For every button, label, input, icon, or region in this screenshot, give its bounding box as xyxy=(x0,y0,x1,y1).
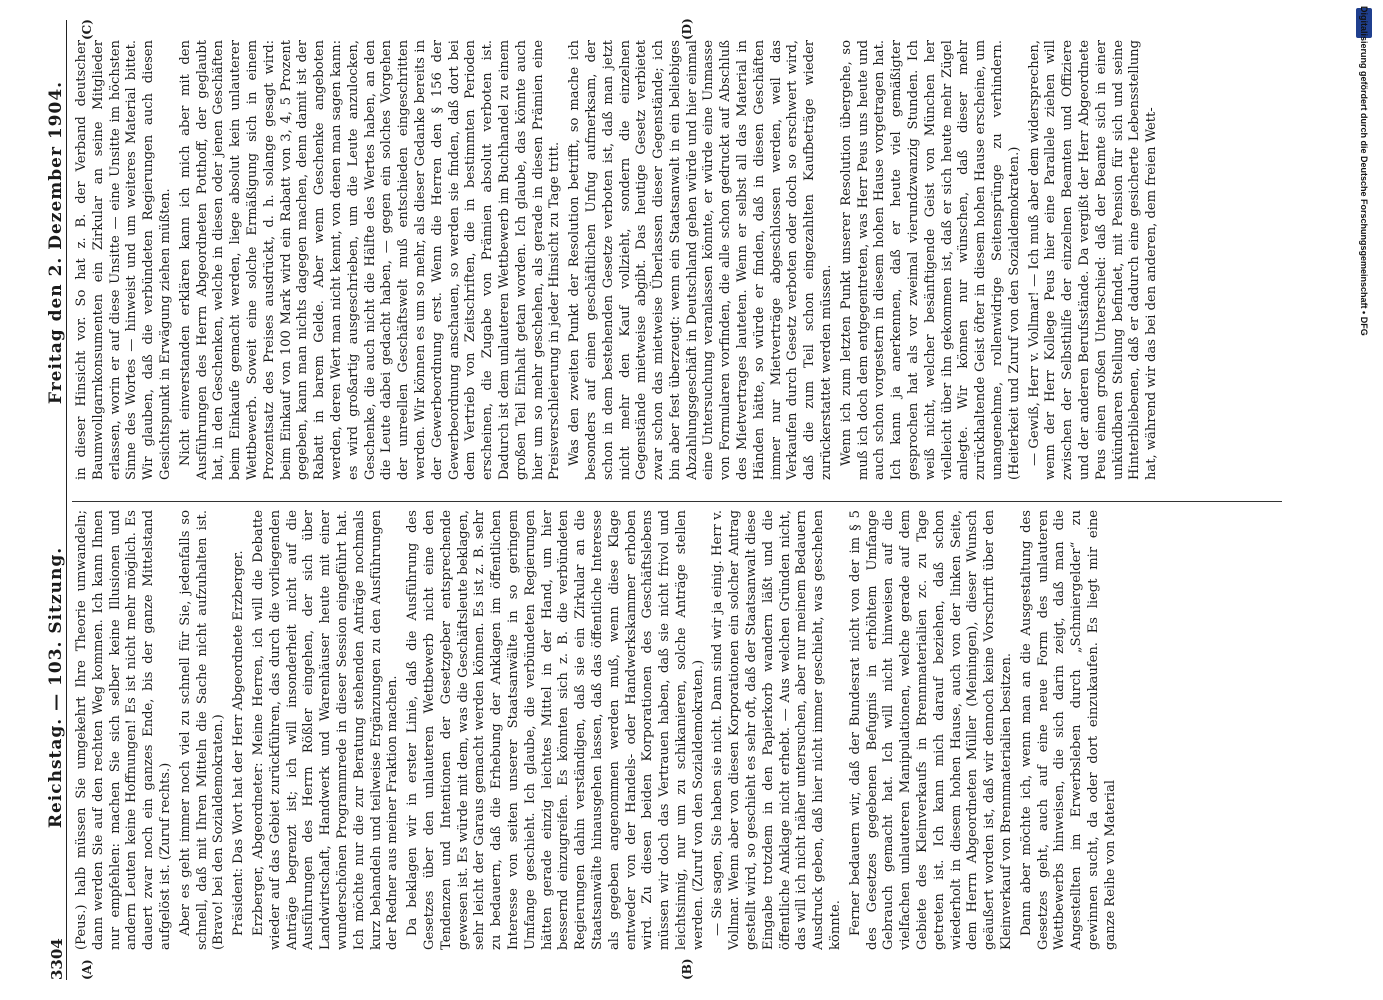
margin-marker-c: (C) xyxy=(80,19,94,40)
paragraph: — Sie sagen, Sie haben sie nicht. Dann sind wir ja einig. Herr v. Vollmar. Wenn aber von diesen Korporationen ein solcher Antrag gestellt wird, so geschieht es sehr oft, daß der Staatsanwalt diese Eingabe trotzdem in den Papierkorb wandern läßt und die öffentliche Anklage nicht erhebt. — Aus welchen Gründen nicht, das will ich nicht näher untersuchen, aber nur meinem Bedauern Ausdruck geben, daß hier nicht immer geschieht, was geschehen könnte. xyxy=(710,510,844,950)
paragraph: Erzberger, Abgeordneter: Meine Herren, ich will die Debatte wieder auf das Gebiet zurückführen, das durch die vorliegenden Anträge begrenzt ist; ich will insonderheit nicht auf die Ausführungen des Herrn Rößler eingehen, der sich über Landwirtschaft, Handwerk und Warenhäuser heute mit einer wunderschönen Programmrede in dieser Session eingeführt hat. Ich möchte nur die zur Beratung stehenden Anträge nochmals kurz behandeln und teilweise Ergänzungen zu den Ausführungen der Redner aus meiner Fraktion machen. xyxy=(250,510,401,950)
header-title-left: Reichstag. — 103. Sitzung. xyxy=(46,546,66,829)
margin-marker-d: (D) xyxy=(680,18,694,40)
paragraph: in dieser Hinsicht vor. So hat z. B. der Verband deutscher Baumwollgarnkonsumenten ein Zirkular an seine Mitglieder erlassen, worin er auf diese Unsitte — eine Unsitte im höchsten Sinne des Wortes — hinweist und um weiteres Material bittet. Wir glauben, daß die verbündeten Regierungen auch diesen Gesichtspunkt in Erwägung ziehen müßten. xyxy=(74,40,173,480)
page-header xyxy=(40,20,67,980)
paragraph: Aber es geht immer noch viel zu schnell für Sie, jedenfalls so schnell, daß mit Ihren Mitteln die Sache nicht aufzuhalten ist. (Bravo! bei den Sozialdemokraten.) xyxy=(177,510,227,950)
header-title-right: Freitag den 2. Dezember 1904. xyxy=(46,80,66,405)
paragraph: Wenn ich zum letzten Punkt unserer Resolution übergehe, so muß ich doch dem entgegentreten, was Herr Peus uns heute und auch schon vorgestern in diesem hohen Hause vorgetragen hat. Ich kann ja anerkennen, daß er heute viel gemäßigter gesprochen hat als vor zweimal vierundzwanzig Stunden. Ich weiß nicht, welcher besänftigende Geist von München her vielleicht über ihn gekommen ist, daß er sich heute mehr Zügel anlegte. Wir können nur wünschen, daß dieser mehr zurückhaltende Geist öfter in diesem hohen Hause erscheine, um unangenehme, rollenwidrige Seitensprünge zu verhindern. (Heiterkeit und Zuruf von den Sozialdemokraten.) xyxy=(838,40,1022,480)
column-right xyxy=(74,40,1274,480)
column-divider xyxy=(72,501,1282,502)
side-note-container xyxy=(1355,6,1373,996)
digitization-note: Digitalisierung gefördert durch die Deutsche Forschungsgemeinschaft • DFG xyxy=(1359,6,1369,336)
paragraph: — Gewiß, Herr v. Vollmar! — Ich muß aber dem widersprechen, wenn der Herr Kollege Peus hier eine Parallele ziehen will zwischen der Selbsthilfe der einzelnen Beamten und Offiziere und der anderen Berufsstände. Da vergißt der Herr Abgeordnete Peus einen großen Unterschied: daß der Beamte sich in einer unkündbaren Stellung befindet, mit Pension für sich und seine Hinterbliebenen, daß er dadurch eine gesicherte Lebensstellung hat, während wir das bei den anderen, dem freien Wett- xyxy=(1026,40,1160,480)
paragraph: Was den zweiten Punkt der Resolution betrifft, so mache ich besonders auf einen geschäftlichen Unfug aufmerksam, der schon in dem bestehenden Gesetze verboten ist, daß man jetzt nicht mehr den Kauf vollzieht, sondern die einzelnen Gegenstände mietweise abgibt. Das heutige Gesetz verbietet zwar schon das mietweise Überlassen dieser Gegenstände; ich bin aber fest überzeugt: wenn ein Staatsanwalt in ein beliebiges Abzahlungsgeschäft in Deutschland gehen würde und hier einmal eine Untersuchung veranlassen könnte, er würde eine Unmasse von Formularen vorfinden, die alle schon gedruckt auf Abschluß des Mietvertrages lauteten. Wenn er selbst all das Material in Händen hätte, so würde er finden, daß in diesen Geschäften immer nur Mietverträge abgeschlossen werden, weil das Verkaufen durch Gesetz verboten oder doch so erschwert wird, daß die zum Teil schon eingezahlten Kaufbeträge wieder zurückerstattet werden müssen. xyxy=(567,40,835,480)
margin-marker-a: (A) xyxy=(80,959,94,980)
paragraph: Dann aber möchte ich, wenn man an die Ausgestaltung des Gesetzes geht, auch auf eine neue Form des unlauteren Wettbewerbs hinweisen, die sich darin zeigt, daß man die Angestellten im Erwerbsleben durch „Schmiergelder“ zu gewinnen sucht, da oder dort einzukaufen. Es liegt mir eine ganze Reihe von Material xyxy=(1018,510,1118,950)
column-left xyxy=(74,510,1274,950)
paragraph: Ferner bedauern wir, daß der Bundesrat nicht von der im § 5 des Gesetzes gegebenen Befugnis in erhöhtem Umfange Gebrauch gemacht hat. Ich will nicht hinweisen auf die vielfachen unlauteren Manipulationen, welche gerade auf dem Gebiete des Kleinverkaufs in Brennmaterialien zc. zu Tage getreten ist. Ich kann mich darauf beziehen, daß schon wiederholt in diesem hohen Hause, auch von der linken Seite, dem Herrn Abgeordneten Müller (Meiningen), dieser Wunsch geäußert worden ist, daß wir dennoch keine Vorschrift über den Kleinverkauf von Brennmaterialien besitzen. xyxy=(847,510,1015,950)
margin-marker-b: (B) xyxy=(680,958,694,980)
paragraph: (Peus.) halb müssen Sie umgekehrt Ihre Theorie umwandeln; dann werden Sie auf den rechten Weg kommen. Ich kann Ihnen nur empfehlen: machen Sie sich selber keine Illusionen und andern Leuten keine Hoffnungen! Es ist nicht mehr möglich. Es dauert zwar noch ein ganzes Ende, bis der ganze Mittelstand aufgelöst ist. (Zuruf rechts.) xyxy=(74,510,173,950)
paragraph: Nicht einverstanden erklären kann ich mich aber mit den Ausführungen des Herrn Abgeordneten Potthoff, der geglaubt hat, in den Geschenken, welche in diesen oder jenen Geschäften beim Einkaufe gemacht werden, liege absolut kein unlauterer Wettbewerb. Soweit eine solche Ermäßigung sich in einem Prozentsatz des Preises ausdrückt, d. h. solange gesagt wird: beim Einkauf von 100 Mark wird ein Rabatt von 3, 4, 5 Prozent gegeben, kann man nichts dagegen machen, denn damit ist der Rabatt in barem Gelde. Aber wenn Geschenke angeboten werden, deren Wert man nicht kennt, von denen man sagen kann: es wird großartig ausgeschrieben, um die Leute anzulocken, Geschenke, die auch nicht die Hälfte des Wertes haben, an den die Leute dabei gedacht haben, — gegen ein solches Vorgehen der unreellen Geschäftswelt muß entschieden eingeschritten werden. Wir können es um so mehr, als dieser Gedanke bereits in der Gewerbeordnung erst. Wenn die Herren den § 156 der Gewerbeordnung anschauen, so werden sie finden, daß dort bei dem Vertrieb von Zeitschriften, die in bestimmten Perioden erscheinen, die Zugabe von Prämien absolut verboten ist. Dadurch ist dem unlauteren Wettbewerb im Buchhandel zu einem großen Teil Einhalt getan worden. Ich glaube, das könnte auch hier um so mehr geschehen, als gerade in diesen Prämien eine Preisverschleierung in jeder Hinsicht zu Tage tritt. xyxy=(177,40,563,480)
paragraph: Präsident: Das Wort hat der Herr Abgeordnete Erzberger. xyxy=(231,550,247,936)
paragraph: Da beklagen wir in erster Linie, daß die Ausführung des Gesetzes über den unlauteren Wettbewerb nicht eine den Tendenzen und Intentionen der Gesetzgeber entsprechende gewesen ist. Es würde mit dem, was die Geschäftsleute beklagen, sehr leicht der Garaus gemacht werden können. Es ist z. B. sehr zu bedauern, daß die Erhebung der Anklagen im öffentlichen Interesse von seiten unserer Staatsanwälte in so geringem Umfange geschieht. Ich glaube, die verbündeten Regierungen hätten gerade einzig leichtes Mittel in der Hand, um hier bessernd einzugreifen. Es könnten sich z. B. die verbündeten Regierungen dahin verständigen, daß sie ein Zirkular an die Staatsanwälte hinausgehen lassen, daß das öffentliche Interesse als gegeben angenommen werden muß, wenn diese Klage entweder von der Handels- oder Handwerkskammer erhoben wird. Zu diesen beiden Korporationen des Geschäftslebens müssen wir doch das Vertrauen haben, daß sie nicht frivol und leichtsinnig, nur um zu schikanieren, solche Anträge stellen werden. (Zuruf von den Sozialdemokraten.) xyxy=(405,510,706,950)
rotated-content xyxy=(40,20,1320,980)
page-number: 3304 xyxy=(48,938,66,980)
